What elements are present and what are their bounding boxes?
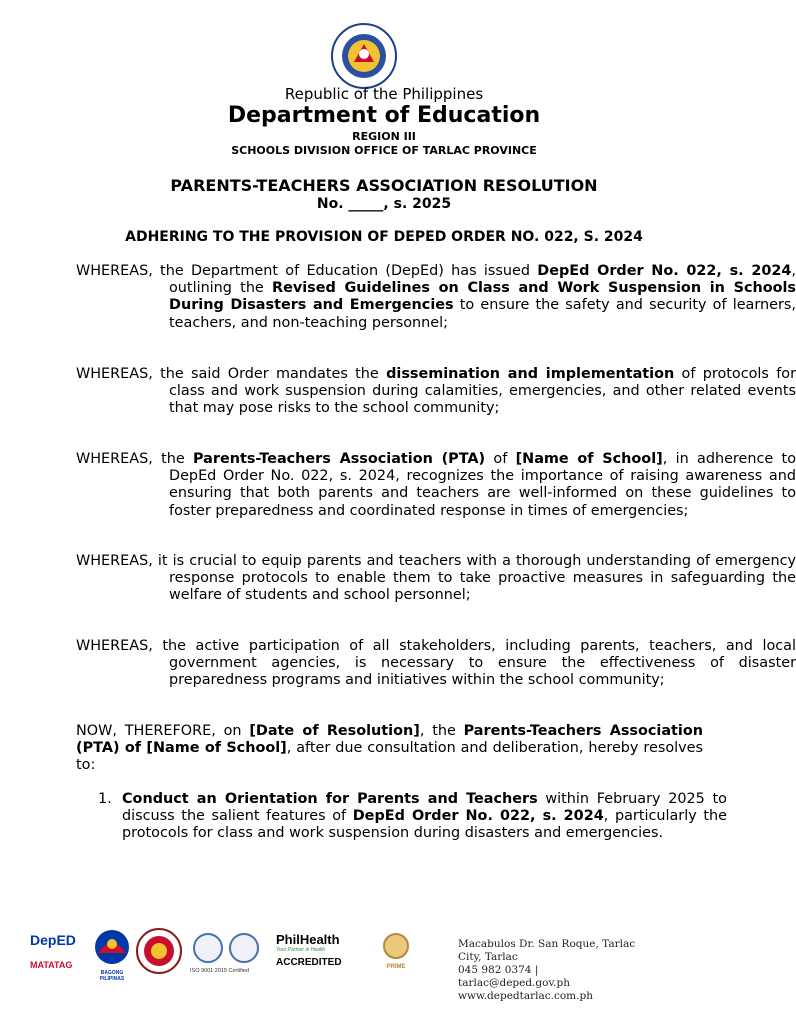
sdo-tarlac-seal-logo xyxy=(136,928,182,974)
resolved-paragraph: NOW, THEREFORE, on [Date of Resolution], the Parents-Teachers Association (PTA) of [Name of School], after due consultation and deliberation, hereby resolves to: xyxy=(76,723,703,774)
philhealth-accredited-logo: PhilHealth Your Partner in Health ACCREDITED xyxy=(276,932,342,968)
resolution-subject: ADHERING TO THE PROVISION OF DEPED ORDER NO. 022, S. 2024 xyxy=(125,229,643,245)
footer xyxy=(30,928,642,1002)
region-heading: REGION III xyxy=(352,130,416,143)
whereas-paragraph-4: WHEREAS, it is crucial to equip parents and teachers with a thorough understanding of emergency response protocols to enable them to take proactive measures in safeguarding the welfare of students and school personnel; xyxy=(76,553,796,604)
division-heading: SCHOOLS DIVISION OFFICE OF TARLAC PROVINCE xyxy=(231,144,537,157)
republic-heading: Republic of the Philippines xyxy=(284,85,484,103)
department-heading: Department of Education xyxy=(227,103,541,128)
whereas-paragraph-5: WHEREAS, the active participation of all stakeholders, including parents, teachers, and local government agencies, is necessary to ensure the effectiveness of disaster preparedness programs and initiatives within the school community; xyxy=(76,638,796,689)
iso-certification-logo: ISO 9001:2015 Certified xyxy=(190,932,270,980)
prime-hrm-logo: PRIME xyxy=(378,932,414,978)
whereas-paragraph-2: WHEREAS, the said Order mandates the dissemination and implementation of protocols for class and work suspension during calamities, emergencies, and other related events that may pose risks to the school community; xyxy=(76,366,796,417)
deped-matatag-logo: DepED MATATAG xyxy=(30,932,76,970)
deped-seal-logo xyxy=(330,22,398,90)
whereas-paragraph-3: WHEREAS, the Parents-Teachers Association (PTA) of [Name of School], in adherence to DepEd Order No. 022, s. 2024, recognizes the importance of raising awareness and ensuring that both parents and teachers are well-informed on these guidelines to foster preparedness and coordinated response in times of emergencies; xyxy=(76,451,796,519)
footer-website[interactable]: www.depedtarlac.com.ph xyxy=(458,990,593,1002)
footer-phone-email: 045 982 0374 | tarlac@deped.gov.ph xyxy=(458,964,570,989)
resolution-item-1: 1. Conduct an Orientation for Parents and Teachers within February 2025 to discuss the salient features of DepEd Order No. 022, s. 2024, particularly the protocols for class and work suspension during disasters and emergencies. xyxy=(98,791,727,842)
footer-contact-info xyxy=(458,938,642,1003)
footer-address: Macabulos Dr. San Roque, Tarlac City, Tarlac xyxy=(458,938,636,963)
resolution-title: PARENTS-TEACHERS ASSOCIATION RESOLUTION xyxy=(170,176,598,195)
whereas-paragraph-1: WHEREAS, the Department of Education (DepEd) has issued DepEd Order No. 022, s. 2024, outlining the Revised Guidelines on Class and Work Suspension in Schools During Disasters and Emergencies to ensure the safety and security of learners, teachers, and non-teaching personnel; xyxy=(76,263,796,331)
resolution-number: No. _____, s. 2025 xyxy=(316,196,452,212)
bagong-pilipinas-logo: BAGONG PILIPINAS xyxy=(88,928,136,980)
